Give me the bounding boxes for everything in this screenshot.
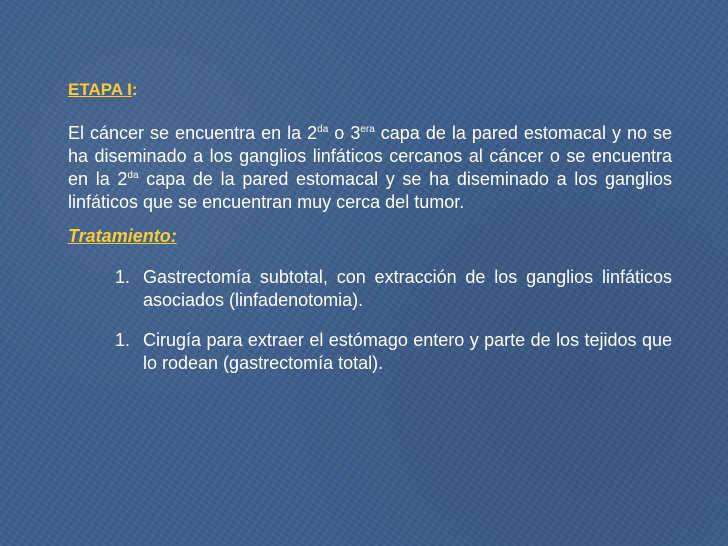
description-part-4: capa de la pared estomacal y se ha diseminado a los ganglios linfáticos que se encuentran muy cerca del tumor. [68, 169, 672, 212]
superscript-era: era [360, 124, 375, 135]
treatment-item-2-number: 1. [115, 330, 131, 350]
slide-content [68, 78, 672, 392]
description-part-3: capa de la pared estomacal y no se ha diseminado a los ganglios linfáticos cercanos al cáncer o se encuentra en la 2 [68, 123, 672, 189]
treatment-heading: Tratamiento: [68, 226, 177, 246]
treatment-item-2 [68, 329, 672, 375]
superscript-da-1: da [317, 124, 329, 135]
stage-heading-colon: : [131, 80, 138, 99]
treatment-item-1-number: 1. [115, 267, 131, 287]
superscript-da-2: da [127, 170, 139, 181]
description-part-1: El cáncer se encuentra en la 2 [68, 123, 318, 143]
treatment-item-2-text: Cirugía para extraer el estómago entero y parte de los tejidos que lo rodean (gastrectomía total). [143, 330, 672, 373]
stage-heading [68, 78, 672, 102]
treatment-item-1-text: Gastrectomía subtotal, con extracción de los ganglios linfáticos asociados (linfadenotomia). [143, 267, 672, 310]
stage-description [68, 122, 672, 214]
treatment-item-1 [68, 266, 672, 312]
stage-heading-label: ETAPA I [68, 80, 132, 99]
description-part-2: o 3 [328, 123, 361, 143]
